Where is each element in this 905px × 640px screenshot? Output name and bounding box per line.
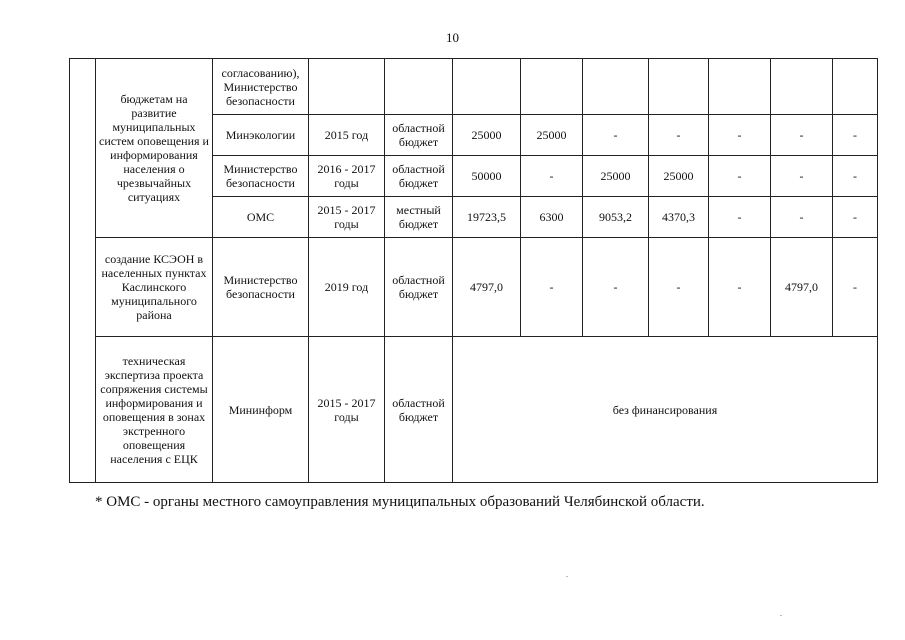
year-cell: 4370,3 bbox=[649, 197, 709, 238]
year-cell: - bbox=[771, 156, 833, 197]
year-cell: - bbox=[709, 238, 771, 337]
year-cell: 4797,0 bbox=[771, 238, 833, 337]
source-cell: областной бюджет bbox=[385, 156, 453, 197]
table-row bbox=[70, 337, 878, 483]
period-cell: 2016 - 2017 годы bbox=[309, 156, 385, 197]
year-cell: 25000 bbox=[649, 156, 709, 197]
year-cell bbox=[649, 59, 709, 115]
total-cell: 19723,5 bbox=[453, 197, 521, 238]
task-cell: создание КСЭОН в населенных пунктах Каслинского муниципального района bbox=[96, 238, 213, 337]
period-cell: 2015 - 2017 годы bbox=[309, 197, 385, 238]
total-cell: 50000 bbox=[453, 156, 521, 197]
scan-speck bbox=[780, 615, 782, 616]
executor-cell: ОМС bbox=[213, 197, 309, 238]
year-cell bbox=[521, 59, 583, 115]
executor-cell: Министерство безопасности bbox=[213, 238, 309, 337]
period-cell: 2019 год bbox=[309, 238, 385, 337]
row-number-cell bbox=[70, 59, 96, 483]
source-cell: областной бюджет bbox=[385, 238, 453, 337]
year-cell: 6300 bbox=[521, 197, 583, 238]
task-cell: бюджетам на развитие муниципальных систем оповещения и информирования населения о чрезвычайных ситуациях bbox=[96, 59, 213, 238]
period-cell: 2015 год bbox=[309, 115, 385, 156]
year-cell: - bbox=[709, 197, 771, 238]
executor-cell: Мининформ bbox=[213, 337, 309, 483]
scan-speck bbox=[566, 576, 568, 577]
footnote: * ОМС - органы местного самоуправления муниципальных образований Челябинской области. bbox=[95, 494, 705, 510]
period-cell bbox=[309, 59, 385, 115]
year-cell: - bbox=[521, 238, 583, 337]
year-cell bbox=[771, 59, 833, 115]
year-cell: 9053,2 bbox=[583, 197, 649, 238]
year-cell: - bbox=[649, 238, 709, 337]
total-cell: 4797,0 bbox=[453, 238, 521, 337]
year-cell: - bbox=[709, 156, 771, 197]
year-cell: - bbox=[709, 115, 771, 156]
year-cell: - bbox=[771, 115, 833, 156]
page-number: 10 bbox=[446, 30, 459, 45]
executor-cell: согласованию), Министерство безопасности bbox=[213, 59, 309, 115]
total-cell: 25000 bbox=[453, 115, 521, 156]
source-cell: местный бюджет bbox=[385, 197, 453, 238]
total-cell bbox=[453, 59, 521, 115]
source-cell: областной бюджет bbox=[385, 337, 453, 483]
executor-cell: Министерство безопасности bbox=[213, 156, 309, 197]
program-table bbox=[69, 58, 878, 483]
year-cell bbox=[709, 59, 771, 115]
table-row bbox=[70, 59, 878, 115]
table-row bbox=[70, 238, 878, 337]
task-cell: техническая экспертиза проекта сопряжения системы информирования и оповещения в зонах экстренного оповещения населения с ЕЦК bbox=[96, 337, 213, 483]
year-cell: - bbox=[833, 156, 878, 197]
year-cell: - bbox=[649, 115, 709, 156]
year-cell: - bbox=[521, 156, 583, 197]
funding-note-cell: без финансирования bbox=[453, 337, 878, 483]
year-cell: 25000 bbox=[521, 115, 583, 156]
year-cell: - bbox=[583, 115, 649, 156]
year-cell bbox=[583, 59, 649, 115]
year-cell: - bbox=[833, 238, 878, 337]
source-cell: областной бюджет bbox=[385, 115, 453, 156]
executor-cell: Минэкологии bbox=[213, 115, 309, 156]
year-cell: - bbox=[833, 197, 878, 238]
year-cell: - bbox=[833, 115, 878, 156]
period-cell: 2015 - 2017 годы bbox=[309, 337, 385, 483]
source-cell bbox=[385, 59, 453, 115]
year-cell: - bbox=[583, 238, 649, 337]
year-cell: - bbox=[771, 197, 833, 238]
year-cell: 25000 bbox=[583, 156, 649, 197]
year-cell bbox=[833, 59, 878, 115]
